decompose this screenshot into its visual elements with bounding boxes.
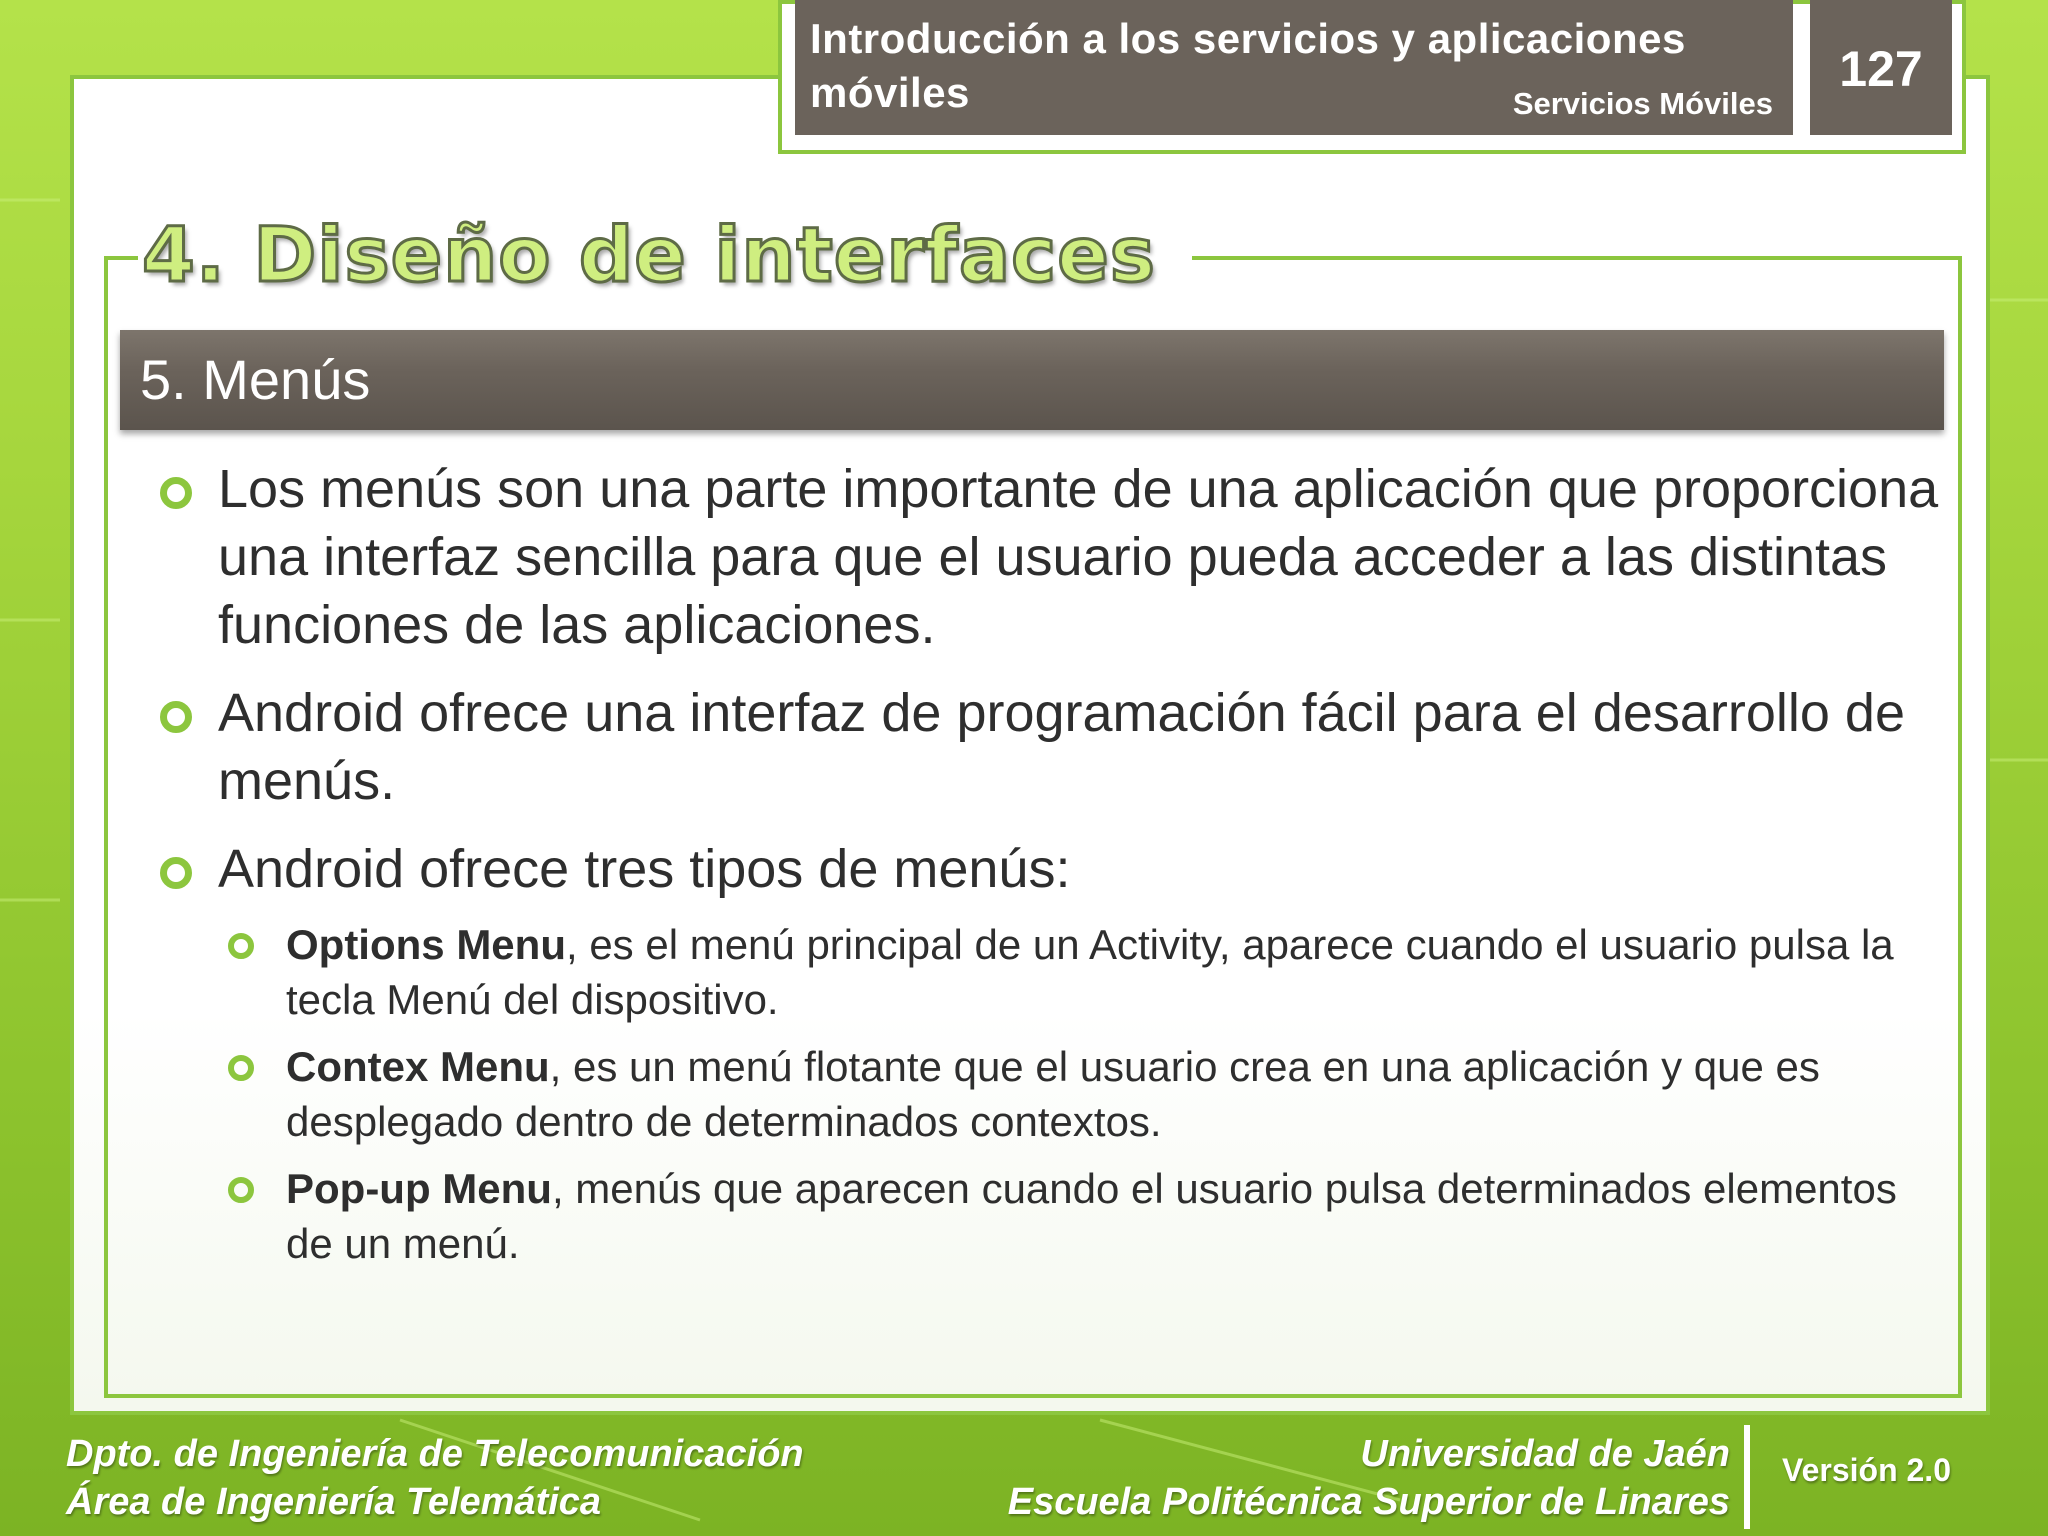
- bullet-ring-icon: [160, 477, 192, 509]
- footer-divider: [1744, 1425, 1750, 1529]
- course-subtitle: Servicios Móviles: [1512, 86, 1773, 121]
- bullet-item: [160, 679, 1940, 815]
- footer-version: Versión 2.0: [1782, 1452, 1951, 1488]
- section-title: 5. Menús: [140, 348, 371, 411]
- bullet-list: [160, 455, 1940, 1283]
- section-bar: [120, 330, 1944, 430]
- menu-type-description: , es el menú principal de un Activity, aparece cuando el usuario pulsa la tecla Menú del dispositivo.: [286, 921, 1894, 1023]
- footer-university-line1: Universidad de Jaén: [1360, 1433, 1730, 1475]
- sub-bullet-text: [286, 1039, 1940, 1149]
- footer-university-line2: Escuela Politécnica Superior de Linares: [1007, 1481, 1730, 1523]
- course-title-line1: Introducción a los servicios y aplicaciones: [810, 15, 1686, 62]
- course-title-line2: móviles: [810, 69, 970, 116]
- sub-bullet-ring-icon: [228, 933, 254, 959]
- sub-bullet-item: [160, 1039, 1940, 1149]
- page-number: 127: [1839, 41, 1923, 97]
- footer-department-line1: Dpto. de Ingeniería de Telecomunicación: [66, 1433, 804, 1475]
- footer-department: [66, 1430, 804, 1526]
- menu-type-term: Options Menu: [286, 921, 566, 968]
- bullet-text: Android ofrece tres tipos de menús:: [218, 839, 1071, 899]
- sub-bullet-ring-icon: [228, 1055, 254, 1081]
- footer-university: [1008, 1430, 1730, 1526]
- menu-type-description: , menús que aparecen cuando el usuario pulsa determinados elementos de un menú.: [286, 1165, 1897, 1267]
- bullet-ring-icon: [160, 857, 192, 889]
- bullet-ring-icon: [160, 701, 192, 733]
- menu-type-description: , es un menú flotante que el usuario crea en una aplicación y que es desplegado dentro de determinados contextos.: [286, 1043, 1820, 1145]
- menu-type-term: Pop-up Menu: [286, 1165, 552, 1212]
- footer-department-line2: Área de Ingeniería Telemática: [66, 1481, 602, 1523]
- sub-bullet-ring-icon: [228, 1177, 254, 1203]
- bullet-item: [160, 835, 1940, 903]
- sub-bullet-item: [160, 1161, 1940, 1271]
- menu-type-term: Contex Menu: [286, 1043, 550, 1090]
- sub-bullet-item: [160, 917, 1940, 1027]
- bullet-text: Android ofrece una interfaz de programación fácil para el desarrollo de menús.: [218, 683, 1905, 811]
- bullet-text: Los menús son una parte importante de una aplicación que proporciona una interfaz sencilla para que el usuario pueda acceder a las distintas funciones de las aplicaciones.: [218, 459, 1939, 655]
- sub-bullet-text: [286, 917, 1940, 1027]
- bullet-item: [160, 455, 1940, 659]
- sub-bullet-text: [286, 1161, 1940, 1271]
- slide-title: 4. Diseño de interfaces: [138, 205, 1192, 305]
